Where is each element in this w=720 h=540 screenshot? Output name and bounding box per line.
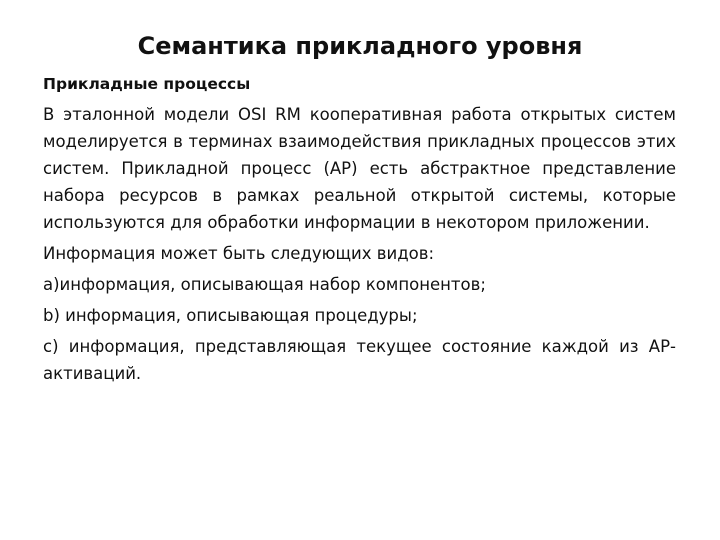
list-item-b: b) информация, описывающая процедуры; xyxy=(43,306,418,325)
paragraph-info-types-intro: Информация может быть следующих видов: xyxy=(43,244,435,263)
slide-title: Семантика прикладного уровня xyxy=(137,32,583,60)
list-item-a: а)информация, описывающая набор компонентов; xyxy=(43,275,486,294)
slide-body xyxy=(43,73,676,387)
paragraph-definition: В эталонной модели OSI RM кооперативная работа открытых систем моделируется в терминах взаимодействия прикладных процессов этих систем. Прикладной процесс (АР) есть абстрактное представление набора ресурсов в рамках реальной открытой системы, которые используются для обработки информации в некотором приложении. xyxy=(43,105,676,232)
list-item-c: c) информация, представляющая текущее состояние каждой из АР-активаций. xyxy=(43,337,676,383)
section-heading: Прикладные процессы xyxy=(43,75,251,93)
